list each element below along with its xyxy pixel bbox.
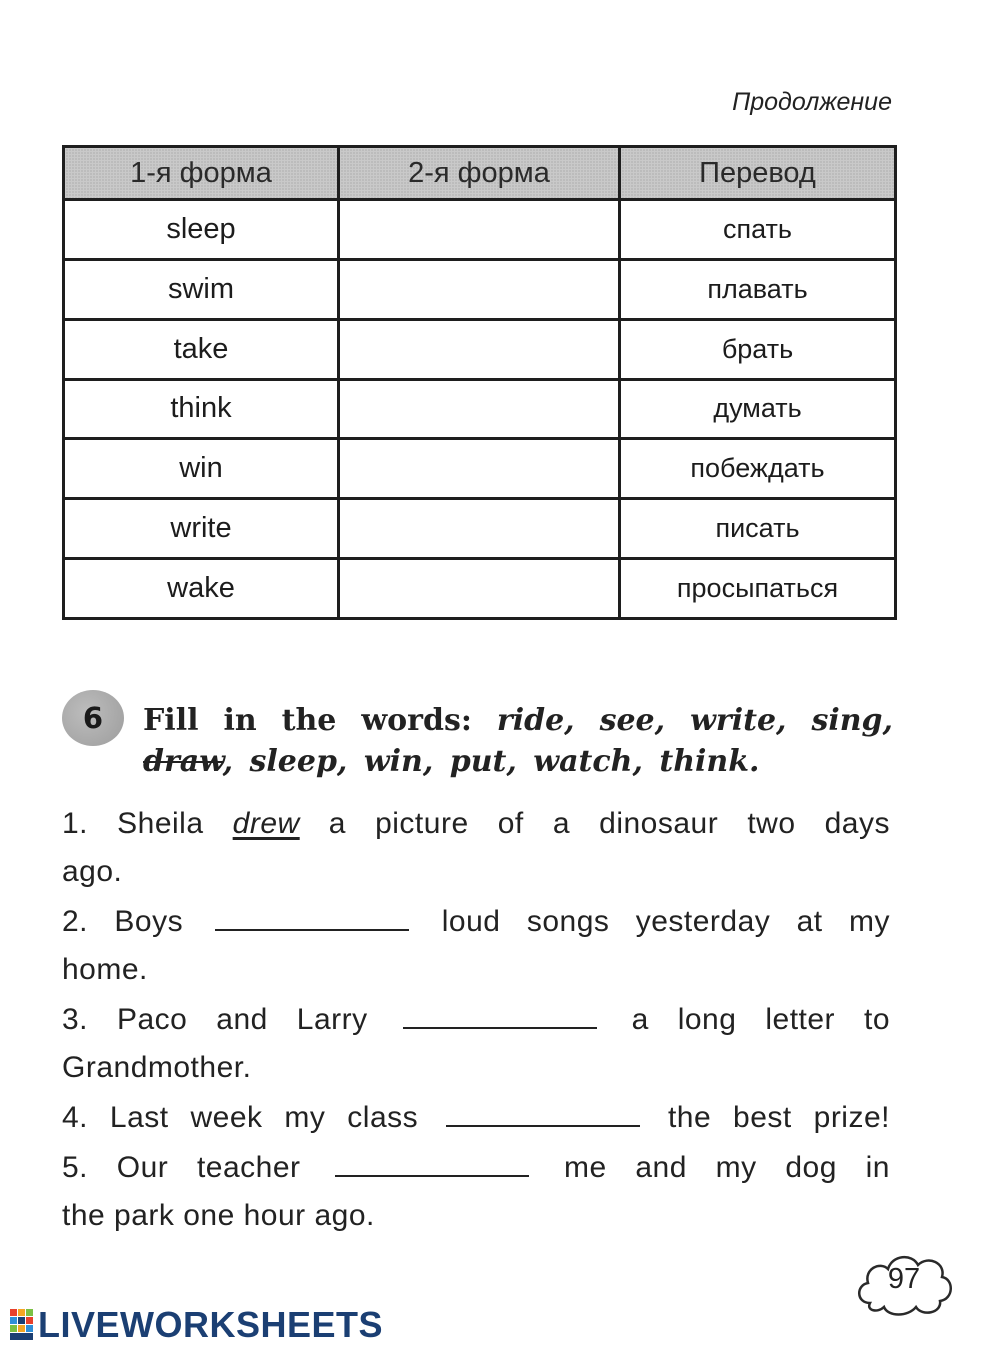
translation-cell: писать [620,499,896,559]
sentence-text: Last week my class [109,1101,419,1134]
table-header-row [64,147,896,200]
answer-blank[interactable] [335,1147,529,1177]
translation-cell: брать [620,319,896,379]
table-row [64,379,896,439]
form1-cell: sleep [64,200,339,260]
task-instruction-line2 [143,741,893,782]
translation-cell: плавать [620,259,896,319]
word-options-rest: , sleep, win, put, watch, think. [222,744,760,779]
form2-answer-cell[interactable] [339,499,620,559]
table-row [64,259,896,319]
exercise-sentences [62,800,890,1242]
form2-answer-cell[interactable] [339,200,620,260]
form2-answer-cell[interactable] [339,439,620,499]
form1-cell: think [64,379,339,439]
sentence-number: 2. [62,905,89,938]
table-row [64,499,896,559]
table-row [64,319,896,379]
sentence-number: 3. [62,1003,89,1036]
sentence-text: a picture of a dinosaur two days [328,807,890,840]
form1-cell: take [64,319,339,379]
word-option: sing, [811,703,893,738]
form2-answer-cell[interactable] [339,559,620,619]
sentence-continuation: Grandmother. [62,1051,252,1084]
sentence-continuation: the park one hour ago. [62,1199,375,1232]
sentence-text: Sheila [117,807,204,840]
header-translation: Перевод [620,147,896,200]
sentence-text: Our teacher [116,1151,301,1184]
table-row [64,559,896,619]
irregular-verbs-table [62,145,897,620]
sentence-continuation: ago. [62,855,123,888]
sentence-4 [62,1094,890,1142]
sentence-5 [62,1144,890,1240]
struck-word: draw [143,744,223,779]
sentence-number: 4. [62,1101,89,1134]
header-form1: 1-я форма [64,147,339,200]
word-option: ride, [496,703,575,738]
word-option: see, [599,703,666,738]
continuation-label: Продолжение [732,88,892,116]
sentence-1 [62,800,890,896]
answer-blank[interactable] [215,901,409,931]
form2-answer-cell[interactable] [339,379,620,439]
sentence-text: the best prize! [667,1101,890,1134]
sentence-number: 5. [62,1151,89,1184]
form2-answer-cell[interactable] [339,319,620,379]
form2-answer-cell[interactable] [339,259,620,319]
sentence-number: 1. [62,807,89,840]
translation-cell: побеждать [620,439,896,499]
table-row [64,439,896,499]
instruction-text: Fill in the words: [143,703,472,738]
sentence-text: Boys [114,905,184,938]
liveworksheets-brand [10,1305,383,1345]
task-number-badge: 6 [62,690,124,746]
sentence-2 [62,898,890,994]
sentence-text: a long letter to [631,1003,891,1036]
sentence-text: me and my dog in [563,1151,890,1184]
form1-cell: swim [64,259,339,319]
form1-cell: wake [64,559,339,619]
brand-name: LIVEWORKSHEETS [38,1304,384,1345]
answer-blank[interactable] [403,999,597,1029]
sentence-continuation: home. [62,953,148,986]
task-instruction-line1 [143,700,893,741]
example-answer: drew [232,807,300,840]
liveworksheets-logo-icon [10,1309,34,1341]
page-number: 97 [887,1263,921,1295]
word-option: write, [690,703,787,738]
sentence-text: Paco and Larry [116,1003,368,1036]
answer-blank[interactable] [446,1097,640,1127]
translation-cell: спать [620,200,896,260]
task-instruction [143,700,893,782]
form1-cell: win [64,439,339,499]
translation-cell: думать [620,379,896,439]
form1-cell: write [64,499,339,559]
table-row [64,200,896,260]
translation-cell: просыпаться [620,559,896,619]
sentence-3 [62,996,890,1092]
sentence-text: loud songs yesterday at my [441,905,890,938]
header-form2: 2-я форма [339,147,620,200]
